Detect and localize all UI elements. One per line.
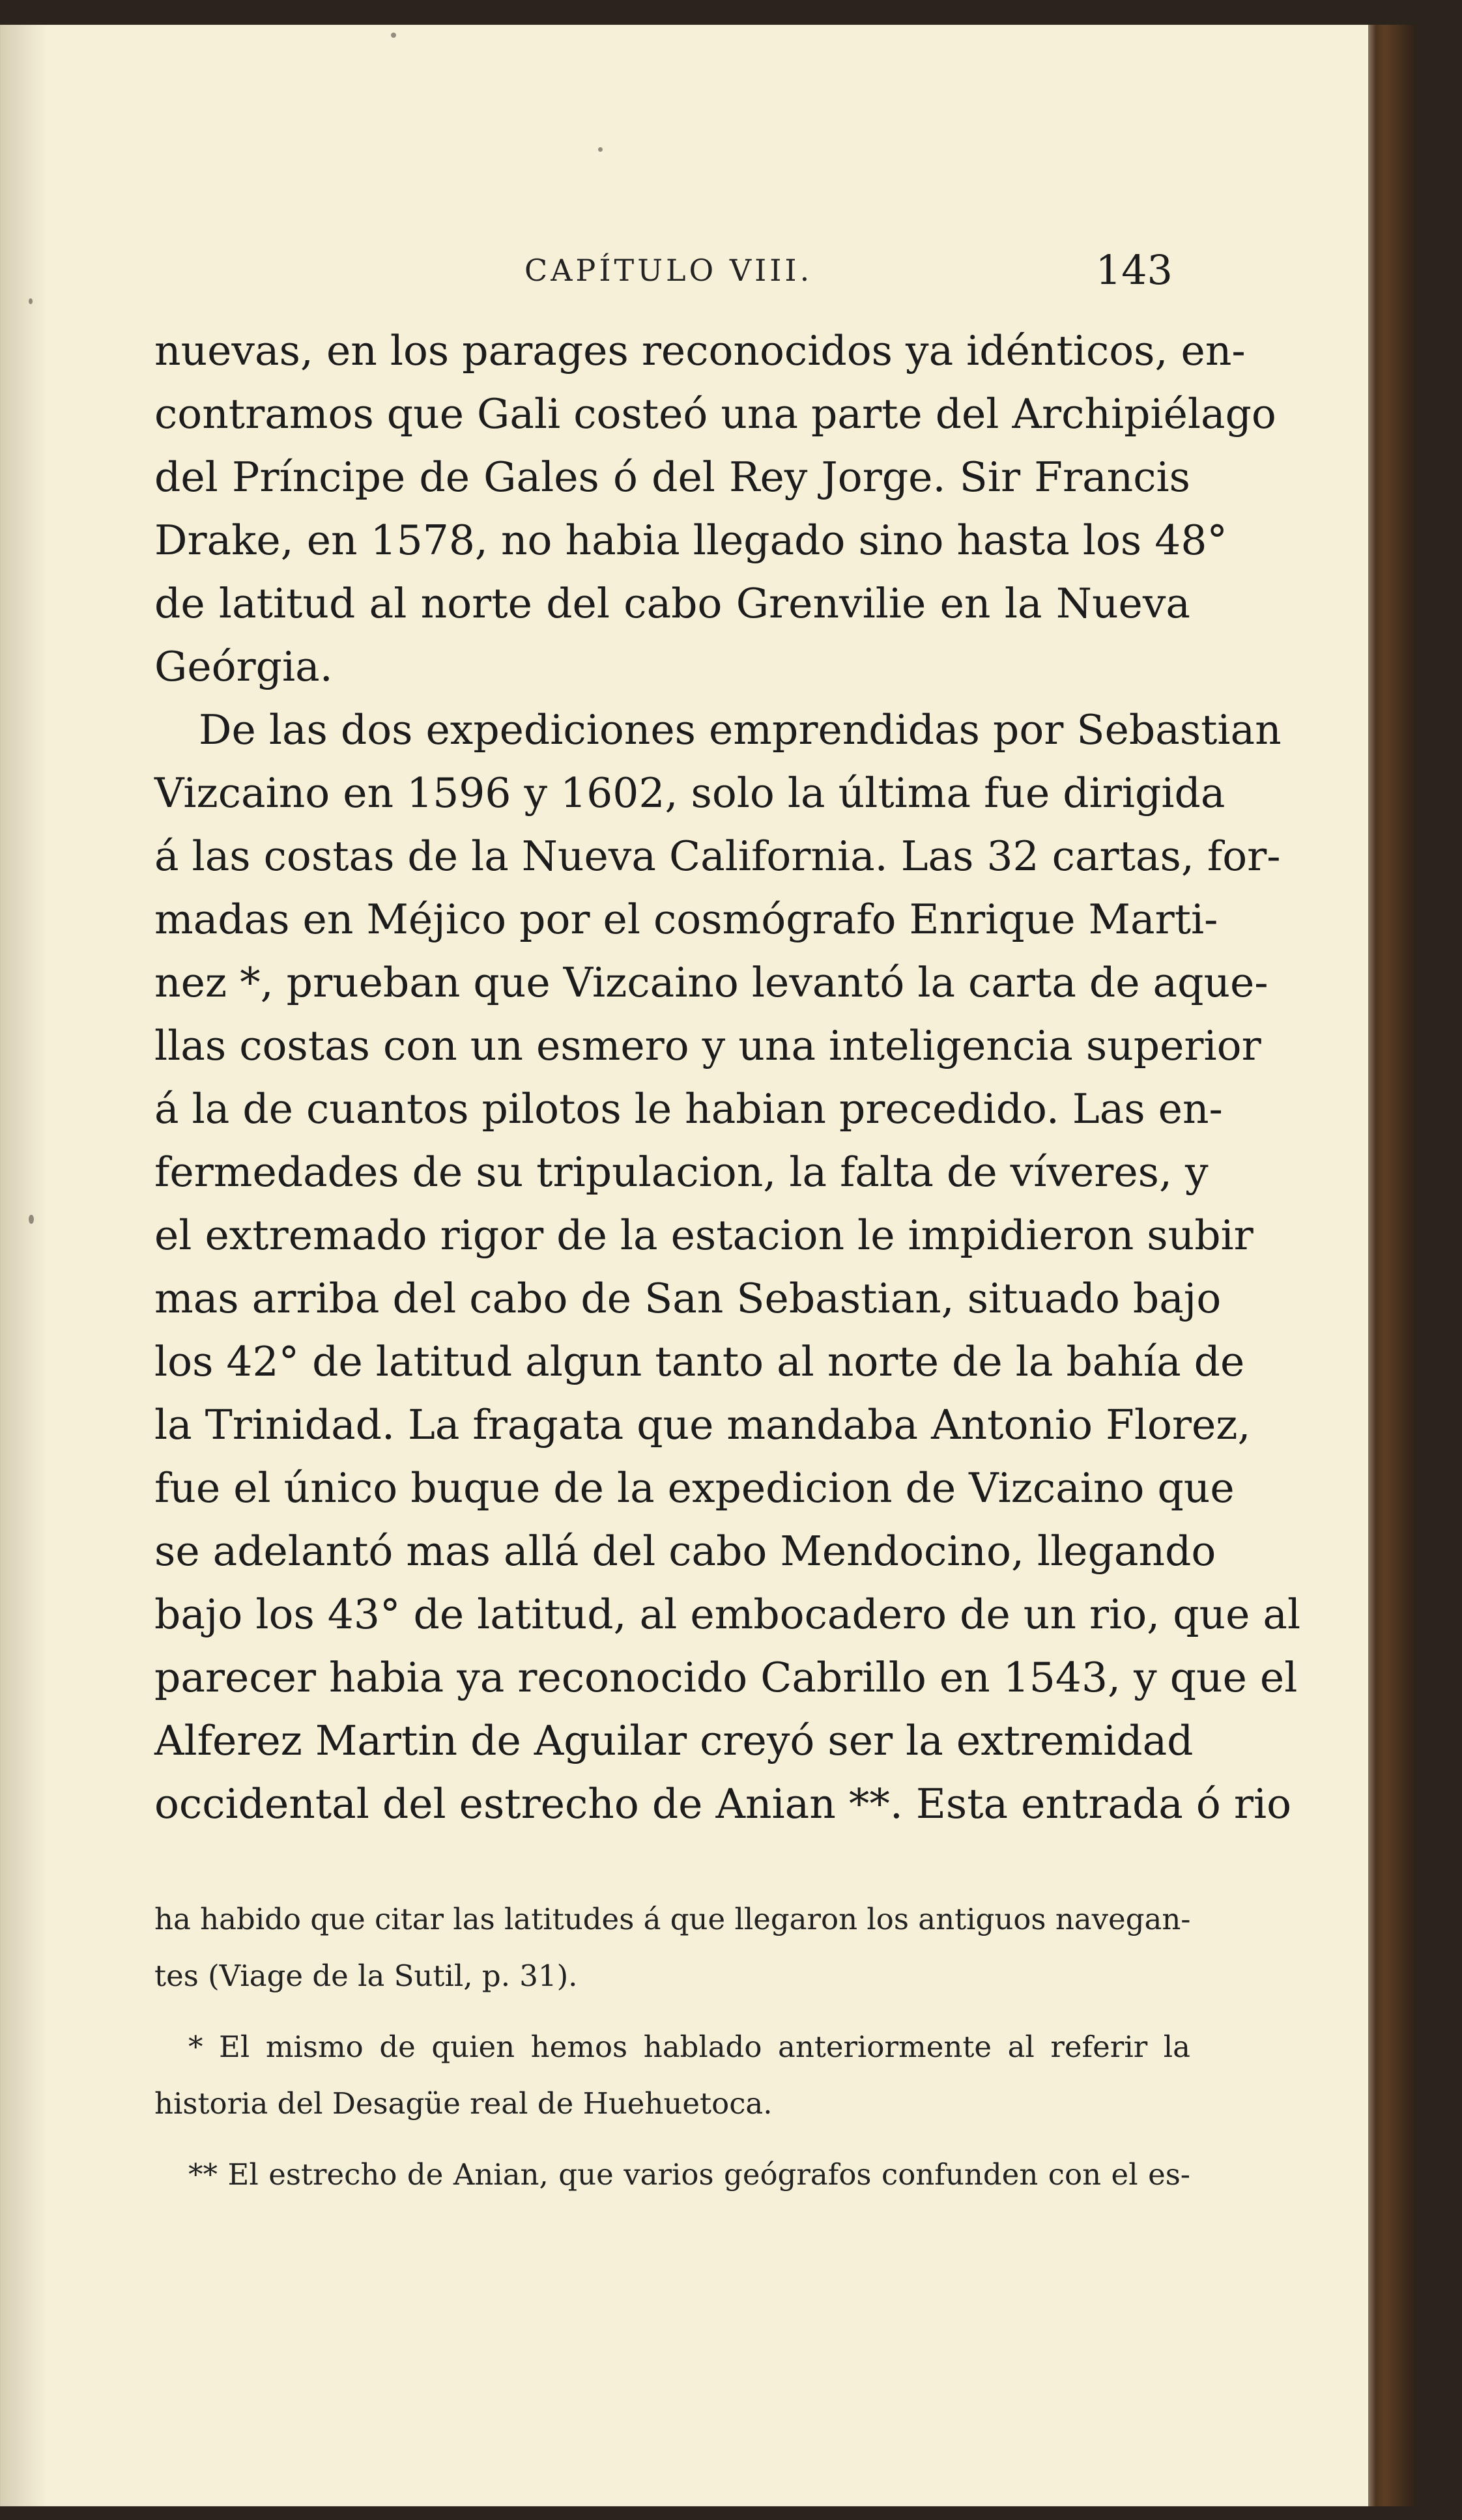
footnotes [154,1891,1190,2203]
text-line: á las costas de la Nueva California. Las 32 cartas, for- [154,832,1281,880]
paper-speck [391,33,396,38]
footnote-gap [154,2004,1190,2018]
text-line: del Príncipe de Gales ó del Rey Jorge. Sir Francis [154,453,1190,501]
text-line: mas arriba del cabo de San Sebastian, situado bajo [154,1275,1222,1322]
footnote-line: tes (Viage de la Sutil, p. 31). [154,1959,578,1993]
text-line: parecer habia ya reconocido Cabrillo en 1543, y que el [154,1654,1298,1701]
text-line: Geórgia. [154,643,333,690]
text-line: madas en Méjico por el cosmógrafo Enrique Marti- [154,896,1218,943]
text-line: Vizcaino en 1596 y 1602, solo la última fue dirigida [154,769,1226,817]
text-line: De las dos expediciones emprendidas por Sebastian [199,706,1282,754]
text-line: nuevas, en los parages reconocidos ya idénticos, en- [154,327,1246,375]
page-number: 143 [1095,246,1173,294]
book-spine-edge [1368,25,1415,2506]
paper-speck [29,1215,34,1224]
text-line: Drake, en 1578, no habia llegado sino hasta los 48° [154,517,1227,564]
footnote-line: historia del Desagüe real de Huehuetoca. [154,2086,773,2121]
text-line: Alferez Martin de Aguilar creyó ser la extremidad [154,1717,1194,1764]
footnote-gap [154,2132,1190,2146]
footnote-line: ** El estrecho de Anian, que varios geógrafos confunden con el es- [188,2157,1190,2192]
text-line: los 42° de latitud algun tanto al norte de la bahía de [154,1338,1245,1385]
text-line: fue el único buque de la expedicion de Vizcaino que [154,1464,1235,1512]
book-page [0,25,1415,2506]
text-line: se adelantó mas allá del cabo Mendocino, llegando [154,1527,1216,1575]
text-line: la Trinidad. La fragata que mandaba Antonio Florez, [154,1401,1251,1449]
gutter-shadow [0,25,47,2506]
text-line: el extremado rigor de la estacion le impidieron subir [154,1211,1254,1259]
text-line: fermedades de su tripulacion, la falta de víveres, y [154,1148,1209,1196]
text-line: de latitud al norte del cabo Grenvilie en la Nueva [154,580,1190,627]
body-text [154,319,1301,1835]
text-line: bajo los 43° de latitud, al embocadero de un rio, que al [154,1591,1301,1638]
paper-speck [598,147,603,152]
running-head: CAPÍTULO VIII. [524,253,813,288]
page-header [156,246,1173,300]
text-line: occidental del estrecho de Anian **. Esta entrada ó rio [154,1780,1292,1828]
footnote-line: ha habido que citar las latitudes á que llegaron los antiguos navegan- [154,1902,1191,1936]
text-line: á la de cuantos pilotos le habian precedido. Las en- [154,1085,1223,1133]
text-line: nez *, prueban que Vizcaino levantó la carta de aque- [154,959,1268,1006]
text-line: contramos que Gali costeó una parte del Archipiélago [154,390,1276,438]
text-line: llas costas con un esmero y una inteligencia superior [154,1022,1261,1069]
footnote-line: * El mismo de quien hemos hablado anteriormente al referir la [188,2030,1190,2064]
paper-speck [29,298,33,304]
